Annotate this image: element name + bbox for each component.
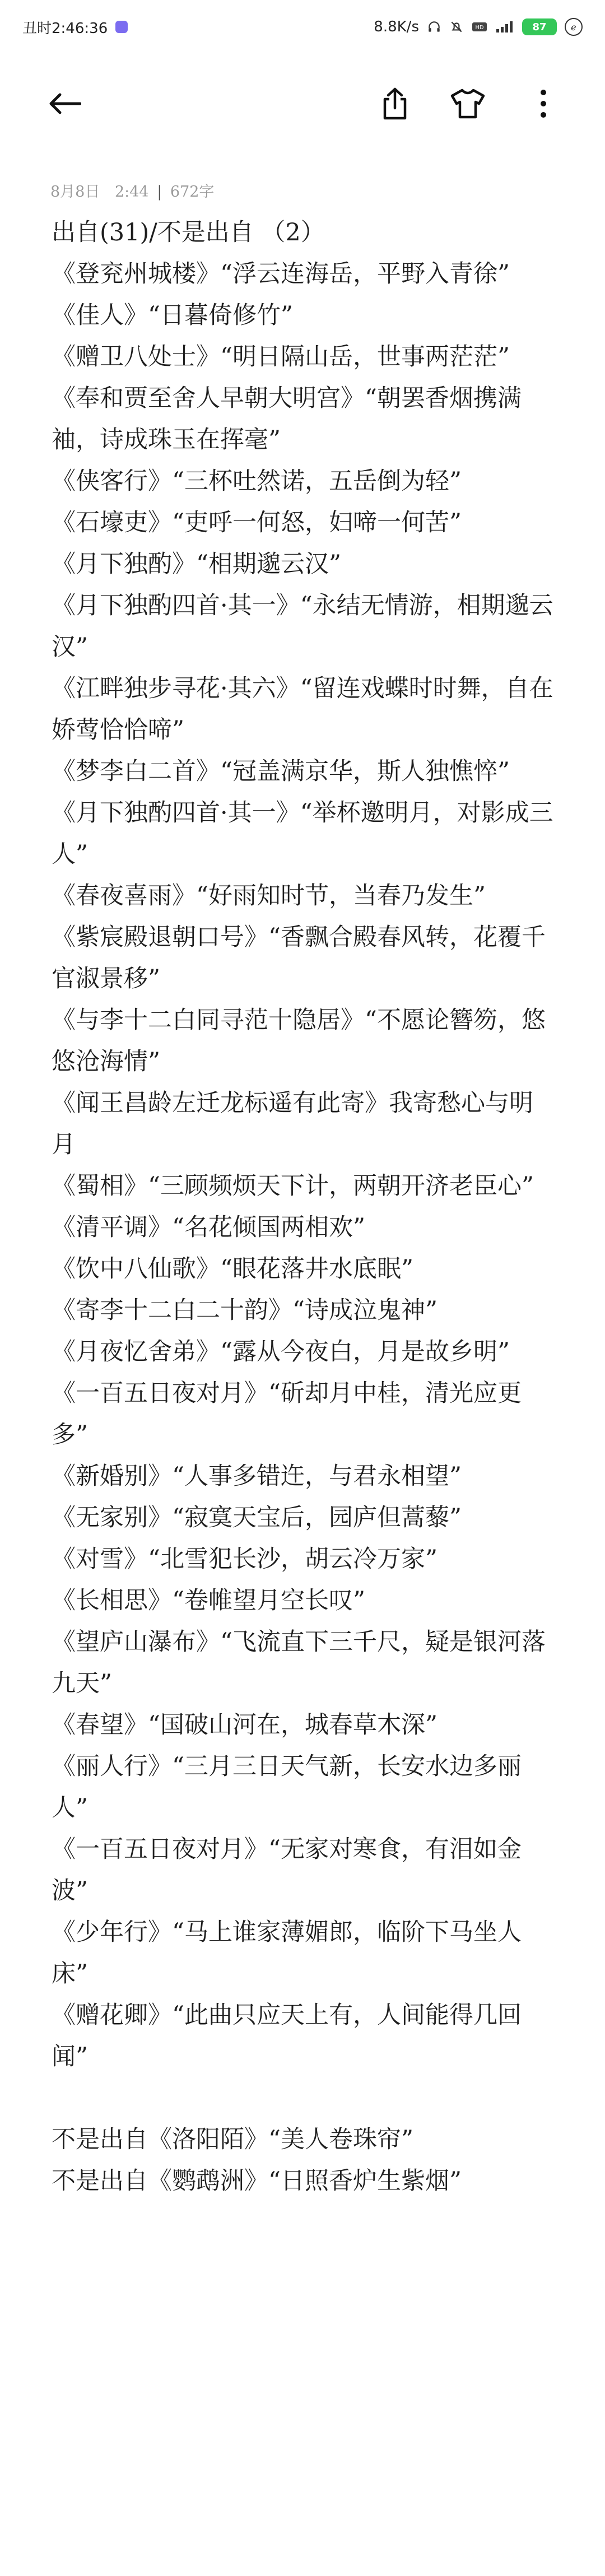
- status-bar: [0, 0, 605, 54]
- network-speed: 8.8K/s: [374, 18, 419, 35]
- note-line: 《月下独酌四首·其一》“永结无情游，相期邈云汉”: [52, 592, 553, 661]
- note-line: 《梦李白二首》“冠盖满京华，斯人独憔悴”: [52, 757, 510, 785]
- signal-icon: [495, 20, 514, 34]
- not-from-line: 不是出自《鹦鹉洲》“日照香炉生紫烟”: [52, 2167, 462, 2195]
- note-line: 《一百五日夜对月》“斫却月中桂，清光应更多”: [52, 1379, 522, 1449]
- note-line: 《石壕吏》“吏呼一何怒，妇啼一何苦”: [52, 509, 462, 537]
- note-line: 《丽人行》“三月三日天气新，长安水边多丽人”: [52, 1752, 522, 1822]
- headphones-icon: [427, 20, 441, 34]
- note-line: 《寄李十二白二十韵》“诗成泣鬼神”: [52, 1296, 438, 1324]
- share-icon: [380, 87, 409, 120]
- note-line: 《登兖州城楼》“浮云连海岳，平野入青徐”: [52, 260, 510, 288]
- note-line: 《少年行》“马上谁家薄媚郎，临阶下马坐人床”: [52, 1918, 522, 1988]
- note-line: 《蜀相》“三顾频烦天下计，两朝开济老臣心”: [52, 1172, 534, 1200]
- t-shirt-icon: [450, 88, 486, 119]
- note-line: 《春望》“国破山河在，城春草木深”: [52, 1711, 438, 1739]
- note-line: 《奉和贾至舍人早朝大明宫》“朝罢香烟携满袖，诗成珠玉在挥毫”: [52, 384, 522, 454]
- vertical-dots-icon: [539, 88, 548, 119]
- note-line: 《月夜忆舍弟》“露从今夜白，月是故乡明”: [52, 1338, 510, 1366]
- note-title-line: 出自(31)/不是出自 （2）: [52, 218, 325, 247]
- note-toolbar: [0, 73, 605, 134]
- note-line: 《清平调》“名花倾国两相欢”: [52, 1213, 365, 1241]
- note-body[interactable]: [52, 212, 556, 2202]
- blank-line: [52, 2077, 556, 2119]
- note-time: 2:44: [114, 183, 149, 201]
- note-line: 《侠客行》“三杯吐然诺，五岳倒为轻”: [52, 467, 462, 495]
- svg-text:HD: HD: [475, 25, 484, 31]
- note-line: 《江畔独步寻花·其六》“留连戏蝶时时舞，自在娇莺恰恰啼”: [52, 675, 553, 744]
- word-count: 672字: [170, 183, 215, 201]
- note-line: 《新婚别》“人事多错迕，与君永相望”: [52, 1462, 462, 1490]
- note-line: 《月下独酌》“相期邈云汉”: [52, 550, 341, 578]
- note-line: 《紫宸殿退朝口号》“香飘合殿春风转，花覆千官淑景移”: [52, 923, 546, 993]
- note-line: 《月下独酌四首·其一》“举杯邀明月，对影成三人”: [52, 799, 553, 868]
- note-line: 《对雪》“北雪犯长沙，胡云冷万家”: [52, 1545, 438, 1573]
- arrow-left-icon: [48, 92, 81, 115]
- charging-mode-icon: ℯ: [565, 18, 583, 36]
- note-line: 《春夜喜雨》“好雨知时节，当春乃发生”: [52, 882, 486, 910]
- note-line: 《佳人》“日暮倚修竹”: [52, 301, 293, 329]
- theme-button[interactable]: [448, 84, 487, 123]
- note-line: 《闻王昌龄左迁龙标遥有此寄》我寄愁心与明月: [52, 1089, 533, 1159]
- note-line: 《一百五日夜对月》“无家对寒食，有泪如金波”: [52, 1835, 522, 1905]
- share-button[interactable]: [375, 84, 415, 123]
- more-options-button[interactable]: [524, 84, 563, 123]
- note-line: 《与李十二白同寻范十隐居》“不愿论簪笏，悠悠沧海情”: [52, 1006, 546, 1076]
- not-from-line: 不是出自《洛阳陌》“美人卷珠帘”: [52, 2126, 413, 2154]
- note-line: 《赠花卿》“此曲只应天上有，人间能得几回闻”: [52, 2001, 522, 2071]
- note-line: 《望庐山瀑布》“飞流直下三千尺，疑是银河落九天”: [52, 1628, 546, 1698]
- meta-separator: |: [157, 183, 162, 201]
- note-line: 《饮中八仙歌》“眼花落井水底眠”: [52, 1255, 413, 1283]
- note-date: 8月8日: [50, 183, 100, 201]
- back-button[interactable]: [45, 84, 84, 123]
- note-line: 《无家别》“寂寞天宝后，园庐但蒿藜”: [52, 1504, 462, 1532]
- clock: 丑时2:46:36: [22, 20, 108, 37]
- app-notification-icon: [115, 21, 128, 33]
- note-meta: [50, 179, 214, 201]
- note-line: 《赠卫八处士》“明日隔山岳，世事两茫茫”: [52, 343, 510, 371]
- mute-icon: [449, 20, 464, 34]
- hd-icon: [472, 20, 487, 34]
- battery-indicator: 87: [522, 18, 557, 35]
- note-line: 《长相思》“卷帷望月空长叹”: [52, 1587, 365, 1615]
